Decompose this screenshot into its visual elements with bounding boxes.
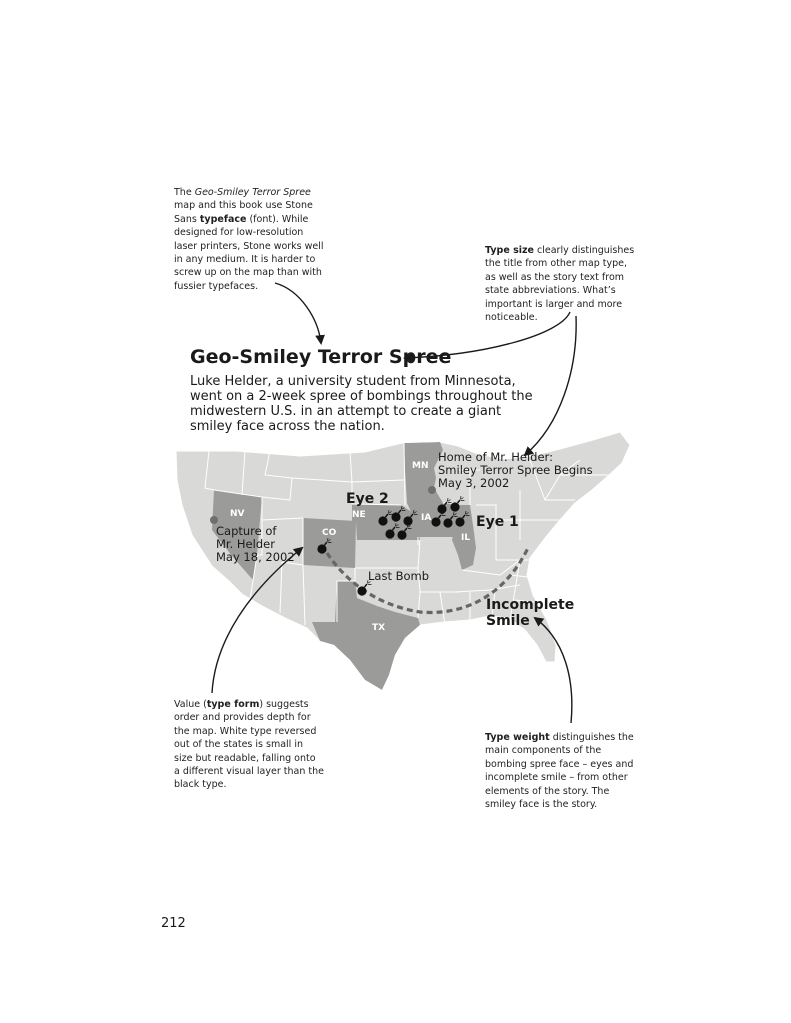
note-type-form-term: type form — [206, 699, 260, 710]
state-label-nv: NV — [230, 509, 245, 519]
label-smile-line1: Incomplete — [486, 597, 575, 613]
state-label-tx: TX — [372, 623, 386, 633]
label-home — [438, 451, 593, 490]
map-title: Geo-Smiley Terror Spree — [190, 346, 452, 368]
home-point — [428, 486, 436, 494]
state-label-ia: IA — [421, 513, 432, 523]
label-capture-line2: Mr. Helder — [216, 537, 275, 551]
state-label-co: CO — [322, 528, 337, 538]
map-story: Luke Helder, a university student from Minnesota, went on a 2-week spree of bombings throughout the midwestern U.S. in an attempt to create a giant smiley face across the nation. — [190, 374, 533, 434]
label-eye-2: Eye 2 — [346, 491, 389, 507]
note-typeface-title: Geo-Smiley Terror Spree — [194, 187, 311, 198]
page-number: 212 — [161, 916, 186, 931]
label-eye-1: Eye 1 — [476, 514, 519, 530]
label-home-line2: Smiley Terror Spree Begins — [438, 463, 593, 477]
state-colorado — [303, 518, 356, 568]
note-typeface-term: typeface — [199, 213, 247, 225]
label-smile-line2: Smile — [486, 613, 530, 629]
label-home-line1: Home of Mr. Helder: — [438, 450, 553, 464]
note-typeface-mid: map and this book use Stone Sans — [174, 200, 313, 225]
state-label-mn: MN — [412, 461, 429, 471]
label-capture-line3: May 18, 2002 — [216, 550, 295, 564]
note-type-weight-post: distinguishes the main components of the bombing spree face – eyes and incomplete smile – from other elements of the story. The smiley face is the story. — [485, 732, 634, 811]
label-last-bomb: Last Bomb — [368, 569, 430, 583]
arrow-typeface — [275, 283, 321, 343]
capture-point — [210, 516, 218, 524]
note-type-form-pre: Value ( — [174, 699, 207, 710]
label-home-line3: May 3, 2002 — [438, 476, 510, 490]
note-typeface-post: (font). While designed for low-resolution laser printers, Stone works well in any medium. It is harder to screw up on the map than with fussier typefaces. — [174, 213, 324, 292]
state-label-ne: NE — [352, 510, 366, 520]
label-capture — [216, 525, 295, 564]
label-capture-line1: Capture of — [216, 524, 277, 538]
note-type-size-term: Type size — [485, 245, 534, 256]
note-typeface-pre: The — [174, 187, 195, 198]
state-label-il: IL — [461, 533, 471, 543]
note-type-weight-term: Type weight — [485, 732, 550, 743]
note-type-form-post: ) suggests order and provides depth for the map. White type reversed out of the states is small in size but readable, falling onto a different visual layer than the black type. — [174, 699, 324, 791]
label-incomplete-smile — [486, 597, 574, 629]
note-type-size-post: clearly distinguishes the title from other map type, as well as the story text from state abbreviations. What’s important is larger and more noticeable. — [485, 245, 635, 324]
